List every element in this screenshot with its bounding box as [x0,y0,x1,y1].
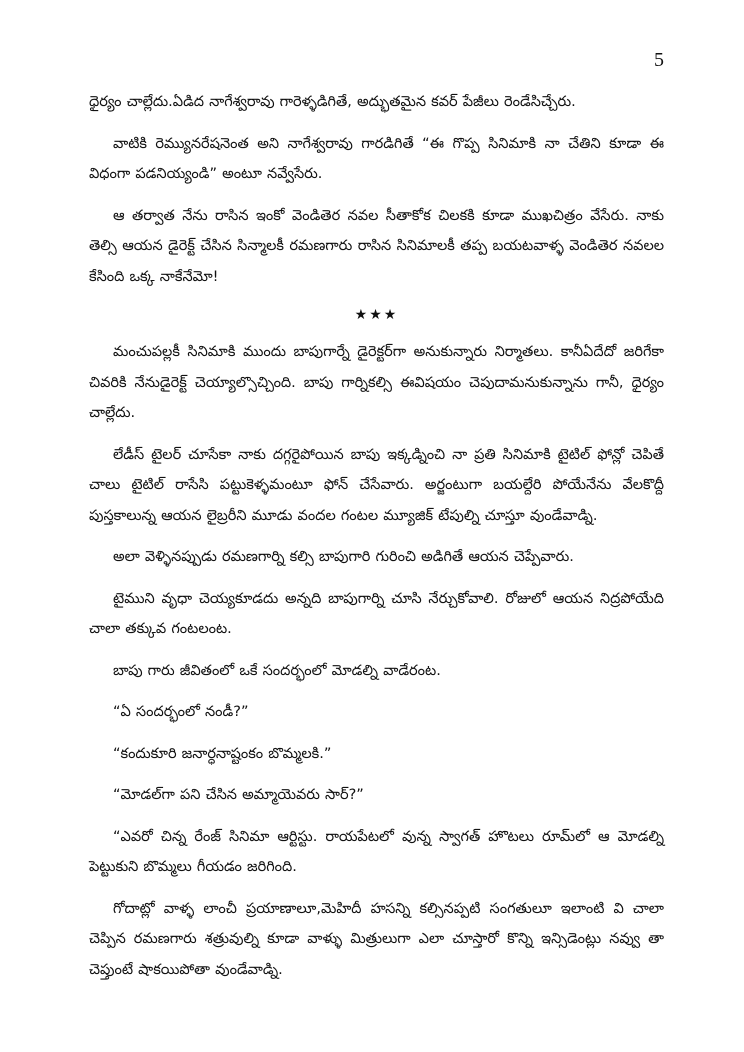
section-break-stars: ★★★ [354,307,399,323]
dialogue-line: “కందుకూరి జనార్ధనాష్టంకం బొమ్మలకి.” [113,745,332,762]
dialogue-line: “ఏ సందర్భంలో నండీ?” [113,704,249,720]
document-body [89,87,664,996]
dialogue-line: “మోడల్‌గా పని చేసిన అమ్మాయెవరు సార్?” [113,787,364,803]
paragraph: మంచుపల్లకీ సినిమాకి ముందు బాపుగార్నే డైరెక్టర్‌గా అనుకున్నారు నిర్మాతలు. కానీఏదేదో జరిగేకా చివరికి నేనుడైరెక్ట్ చెయ్యాల్సొచ్చింది. బాపు గార్నికల్సి ఈవిషయం చెపుదామనుకున్నాను గానీ, ధైర్యం చాల్లేదు. [89,344,664,421]
paragraph: బాపు గారు జీవితంలో ఒకే సందర్భంలో మోడల్ని వాడేరంట. [113,662,441,679]
page-number: 5 [654,49,664,71]
paragraph: గోదాట్లో వాళ్ళ లాంచీ ప్రయాణాలూ,మెహిదీ హసన్ని కల్సినప్పటి సంగతులూ ఇలాంటి వి చాలా చెప్పిన రమణగారు శత్రువుల్ని కూడా వాళ్ళు మిత్రులుగా ఎలా చూస్తారో కొన్ని ఇన్సిడెంట్లు నవ్వు తా చెప్తుంటే షాకయిపోతా వుండేవాడ్ని. [89,900,664,978]
paragraph: లేడీస్ టైలర్ చూసేకా నాకు దగ్గరైపోయిన బాపు ఇక్కడ్నించి నా ప్రతి సినిమాకి టైటిల్ ఫోన్లో చెపితే చాలు టైటిల్ రాసేసి పట్టుకెళ్ళమంటూ ఫోన్ చేసేవారు. అర్జంటుగా బయల్దేరి పోయేనేను వేలకొద్దీ పుస్తకాలున్న ఆయన లైబ్రరీని మూడు వందల గంటల మ్యూజిక్ టేపుల్ని చూస్తూ వుండేవాడ్ని. [89,446,664,524]
dialogue-line: “ఎవరో చిన్న రేంజ్ సినిమా ఆర్టిస్టు. రాయపేటలో వున్న స్వాగత్ హొటలు రూమ్‌లో ఆ మోడల్ని పెట్టుకుని బొమ్మలు గీయడం జరిగింది. [89,828,664,875]
paragraph: ఆ తర్వాత నేను రాసిన ఇంకో వెండితెర నవల సీతాకోక చిలకకి కూడా ముఖచిత్రం వేసేరు. నాకు తెల్సి ఆయన డైరెక్ట్ చేసిన సిన్మాలకీ రమణగారు రాసిన సినిమాలకీ తప్ప బయటవాళ్ళ వెండితెర నవలల కేసింది ఒక్క నాకేనేమో! [89,207,664,285]
paragraph: అలా వెళ్ళినప్పుడు రమణగార్ని కల్సి బాపుగారి గురించి అడిగితే ఆయన చెప్పేవారు. [113,549,574,565]
paragraph: వాటికి రెమ్యునరేషనెంత అని నాగేశ్వరావు గారడిగితే “ఈ గొప్ప సినిమాకి నా చేతిని కూడా ఈ విధంగా పడనియ్యండి” అంటూ నవ్వేసేరు. [89,135,664,182]
paragraph: ధైర్యం చాల్లేదు.ఏడిద నాగేశ్వరావు గారెళ్ళడిగితే, అద్భుతమైన కవర్ పేజీలు రెండేసిచ్చేరు. [89,94,576,110]
paragraph: టైముని వృధా చెయ్యకూడదు అన్నది బాపుగార్ని చూసి నేర్చుకోవాలి. రోజులో ఆయన నిద్రపోయేది చాలా తక్కువ గంటలంట. [89,590,664,637]
